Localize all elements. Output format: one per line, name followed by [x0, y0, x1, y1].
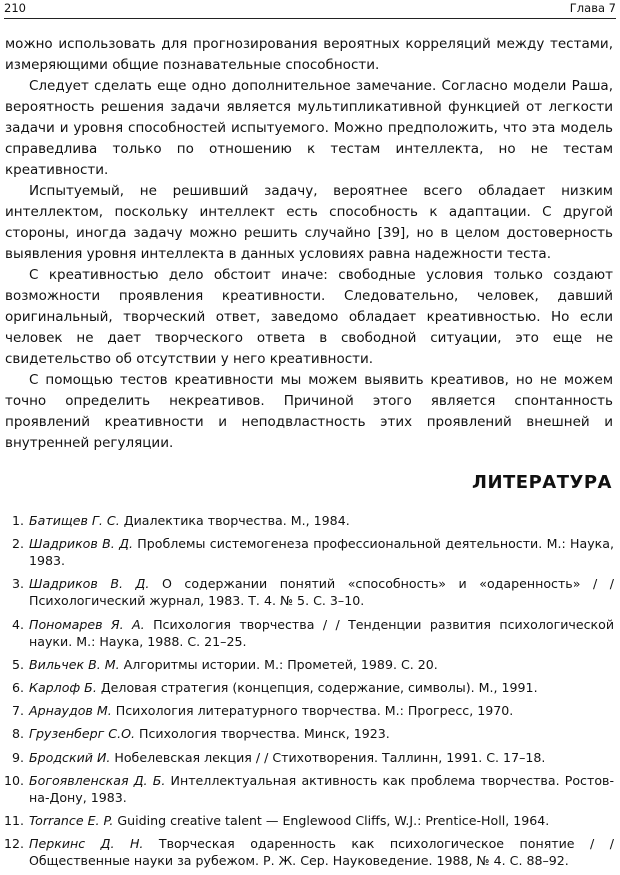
- reference-author: Карлоф Б.: [29, 679, 97, 695]
- reference-text: Проблемы системогенеза профессиональной деятельности. М.: Наука, 1983.: [29, 536, 614, 569]
- reference-item: [0, 725, 614, 742]
- reference-text: Интеллектуальная активность как проблема творчества. Ростов-на-Дону, 1983.: [29, 772, 614, 805]
- reference-item: [0, 772, 614, 806]
- page-number: 210: [4, 1, 26, 15]
- reference-number: 4.: [11, 616, 24, 632]
- reference-author: Богоявленская Д. Б.: [29, 772, 166, 788]
- reference-text: Деловая стратегия (концепция, содержание, символы). М., 1991.: [96, 679, 538, 695]
- running-header: [4, 0, 616, 19]
- reference-number: 8.: [11, 726, 24, 742]
- reference-number: 10.: [3, 772, 24, 788]
- chapter-title: Глава 7: [569, 1, 616, 15]
- paragraph-3: Испытуемый, не решивший задачу, вероятнее всего обладает низким интеллектом, поскольку интеллект есть способность к адаптации. С другой стороны, иногда задачу можно решить случайно [39], но в целом достоверность выявления уровня интеллекта в данных условиях равна надежности теста.: [5, 183, 613, 262]
- reference-author: Батищев Г. С.: [29, 513, 120, 528]
- literature-heading: ЛИТЕРАТУРА: [472, 472, 612, 493]
- reference-item: [0, 812, 614, 829]
- reference-number: 12.: [3, 836, 24, 852]
- reference-author: Перкинс Д. Н.: [29, 836, 144, 852]
- reference-text: О содержании понятий «способность» и «одаренность» / / Психологический журнал, 1983. Т. 4. № 5. С. 3–10.: [29, 576, 614, 609]
- reference-item: [0, 835, 614, 869]
- reference-text: Психология творчества / / Тенденции развития психологической науки. М.: Наука, 1988. С. 21–25.: [29, 616, 615, 649]
- reference-author: Вильчек В. М.: [29, 656, 120, 672]
- body-text: [5, 34, 613, 454]
- reference-list: [0, 512, 614, 875]
- reference-author: Грузенберг С.О.: [29, 726, 135, 742]
- reference-item: [0, 679, 614, 696]
- reference-number: 1.: [11, 513, 24, 528]
- reference-author: Шадриков В. Д.: [29, 536, 133, 552]
- reference-item: [0, 512, 614, 529]
- reference-item: [0, 656, 614, 673]
- reference-number: 5.: [11, 656, 24, 672]
- reference-text: Психология творчества. Минск, 1923.: [134, 726, 390, 742]
- paragraph-4: С креативностью дело обстоит иначе: свободные условия только создают возможности проявления креативности. Следовательно, человек, давший оригинальный, творческий ответ, заведомо обладает креативностью. Но если человек не дает творческого ответа в свободной ситуации, это еще не свидетельство об отсутствии у него креативности.: [5, 267, 613, 367]
- reference-text: Диалектика творчества. М., 1984.: [119, 513, 350, 528]
- reference-number: 11.: [3, 812, 24, 828]
- reference-number: 7.: [11, 703, 24, 719]
- paragraph-5: С помощью тестов креативности мы можем выявить креативов, но не можем точно определить некреативов. Причиной этого является спонтанность проявлений креативности и неподвластность этих проявлений внешней и внутренней регуляции.: [5, 372, 613, 451]
- reference-text: Нобелевская лекция / / Стихотворения. Таллинн, 1991. С. 17–18.: [110, 749, 546, 765]
- reference-author: Бродский И.: [29, 749, 111, 765]
- reference-item: [0, 575, 614, 609]
- reference-number: 2.: [11, 536, 24, 552]
- reference-text: Алгоритмы истории. М.: Прометей, 1989. С. 20.: [119, 656, 438, 672]
- reference-author: Арнаудов М.: [29, 703, 112, 719]
- reference-item: [0, 702, 614, 719]
- reference-text: Творческая одаренность как психологическое понятие / / Общественные науки за рубежом. Р. Ж. Сер. Науковедение. 1988, № 4. С. 88–92.: [29, 836, 614, 869]
- paragraph-2: Следует сделать еще одно дополнительное замечание. Согласно модели Раша, вероятность решения задачи является мультипликативной функцией от легкости задачи и уровня способностей испытуемого. Можно предположить, что эта модель справедлива только по отношению к тестам интеллекта, но не тестам креативности.: [5, 78, 613, 178]
- reference-item: [0, 616, 614, 650]
- reference-number: 3.: [11, 576, 24, 592]
- reference-author: Пономарев Я. А.: [29, 616, 145, 632]
- reference-number: 9.: [11, 749, 24, 765]
- reference-number: 6.: [11, 679, 24, 695]
- reference-item: [0, 749, 614, 766]
- reference-item: [0, 535, 614, 569]
- reference-author: Torrance E. P.: [29, 812, 114, 828]
- reference-text: Психология литературного творчества. М.: Прогресс, 1970.: [111, 703, 514, 719]
- reference-author: Шадриков В. Д.: [29, 576, 150, 592]
- paragraph-1: можно использовать для прогнозирования вероятных корреляций между тестами, измеряющими общие познавательные способности.: [5, 36, 613, 73]
- reference-text: Guiding creative talent — Englewood Cliffs, W.J.: Prentice-Holl, 1964.: [113, 812, 550, 828]
